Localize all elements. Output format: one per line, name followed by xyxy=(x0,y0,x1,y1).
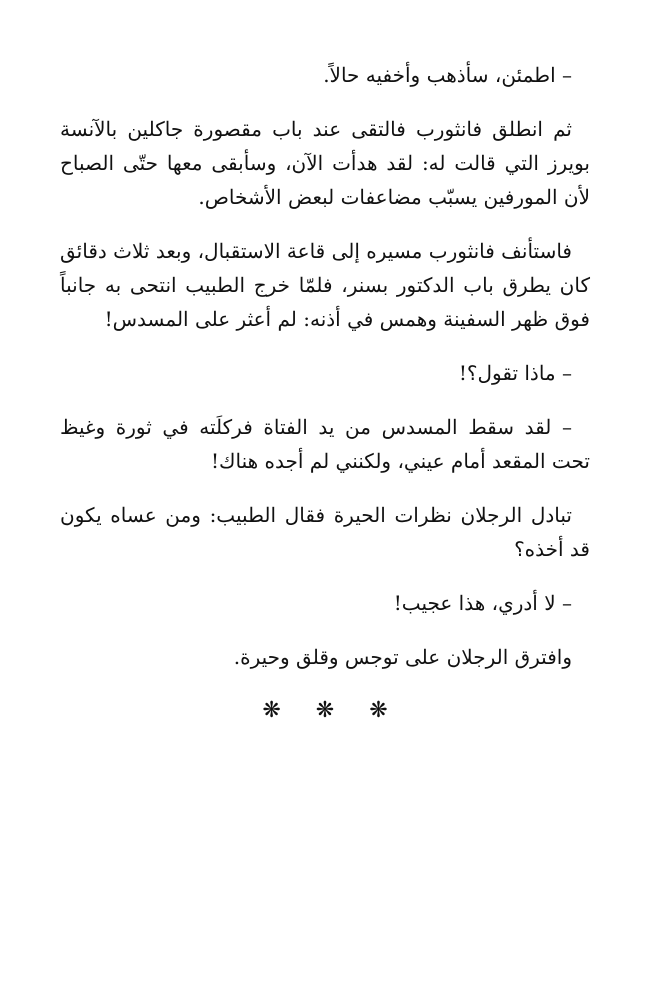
paragraph-narration: فاستأنف فانثورب مسيره إلى قاعة الاستقبال، وبعد ثلاث دقائق كان يطرق باب الدكتور بسنر، فلمّا خرج الطبيب انتحى به جانباً فوق ظهر السفينة وهمس في أذنه: لم أعثر على المسدس! xyxy=(60,239,590,331)
paragraph-narration: ثم انطلق فانثورب فالتقى عند باب مقصورة جاكلين بالآنسة بويرز التي قالت له: لقد هدأت الآن، وسأبقى معها حتّى الصباح لأن المورفين يسبّب مضاعفات لبعض الأشخاص. xyxy=(60,117,590,209)
paragraph-narration: تبادل الرجلان نظرات الحيرة فقال الطبيب: ومن عساه يكون قد أخذه؟ xyxy=(60,503,590,561)
paragraph-dialogue: – ماذا تقول؟! xyxy=(458,361,572,385)
paragraph-dialogue: – لقد سقط المسدس من يد الفتاة فركلَته في ثورة وغيظ تحت المقعد أمام عيني، ولكنني لم أجده هناك! xyxy=(60,415,590,473)
paragraph-dialogue: – لا أدري، هذا عجيب! xyxy=(393,591,572,615)
book-page xyxy=(60,58,590,728)
paragraph-dialogue: – اطمئن، سأذهب وأخفيه حالاً. xyxy=(323,63,572,87)
section-break-ornament: ❋ ❋ ❋ xyxy=(262,698,402,723)
paragraph-narration: وافترق الرجلان على توجس وقلق وحيرة. xyxy=(233,645,572,669)
